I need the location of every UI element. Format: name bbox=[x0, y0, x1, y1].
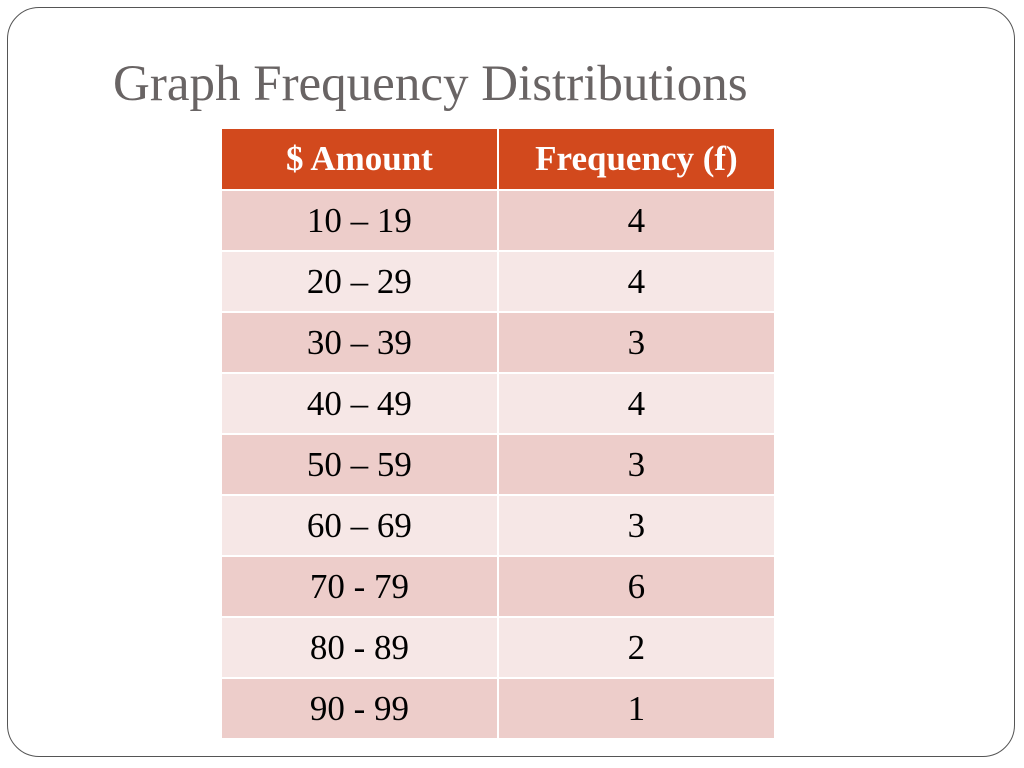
frequency-table bbox=[220, 127, 776, 740]
frequency-cell: 4 bbox=[498, 251, 775, 312]
slide-title: Graph Frequency Distributions bbox=[113, 56, 748, 112]
frequency-cell: 3 bbox=[498, 495, 775, 556]
frequency-cell: 3 bbox=[498, 312, 775, 373]
slide-frame bbox=[7, 7, 1015, 757]
table-row bbox=[221, 312, 775, 373]
amount-cell: 80 - 89 bbox=[221, 617, 498, 678]
table-row bbox=[221, 556, 775, 617]
table-row bbox=[221, 617, 775, 678]
table-row bbox=[221, 373, 775, 434]
amount-cell: 50 – 59 bbox=[221, 434, 498, 495]
amount-cell: 40 – 49 bbox=[221, 373, 498, 434]
amount-cell: 90 - 99 bbox=[221, 678, 498, 739]
frequency-cell: 6 bbox=[498, 556, 775, 617]
table-row bbox=[221, 190, 775, 251]
table-header-row bbox=[221, 128, 775, 190]
frequency-cell: 2 bbox=[498, 617, 775, 678]
table-row bbox=[221, 495, 775, 556]
amount-cell: 10 – 19 bbox=[221, 190, 498, 251]
amount-cell: 30 – 39 bbox=[221, 312, 498, 373]
amount-cell: 60 – 69 bbox=[221, 495, 498, 556]
frequency-cell: 3 bbox=[498, 434, 775, 495]
frequency-cell: 4 bbox=[498, 373, 775, 434]
table-row bbox=[221, 251, 775, 312]
header-amount: $ Amount bbox=[221, 128, 498, 190]
amount-cell: 20 – 29 bbox=[221, 251, 498, 312]
table-row bbox=[221, 678, 775, 739]
table-row bbox=[221, 434, 775, 495]
amount-cell: 70 - 79 bbox=[221, 556, 498, 617]
frequency-cell: 1 bbox=[498, 678, 775, 739]
frequency-cell: 4 bbox=[498, 190, 775, 251]
header-frequency: Frequency (f) bbox=[498, 128, 775, 190]
